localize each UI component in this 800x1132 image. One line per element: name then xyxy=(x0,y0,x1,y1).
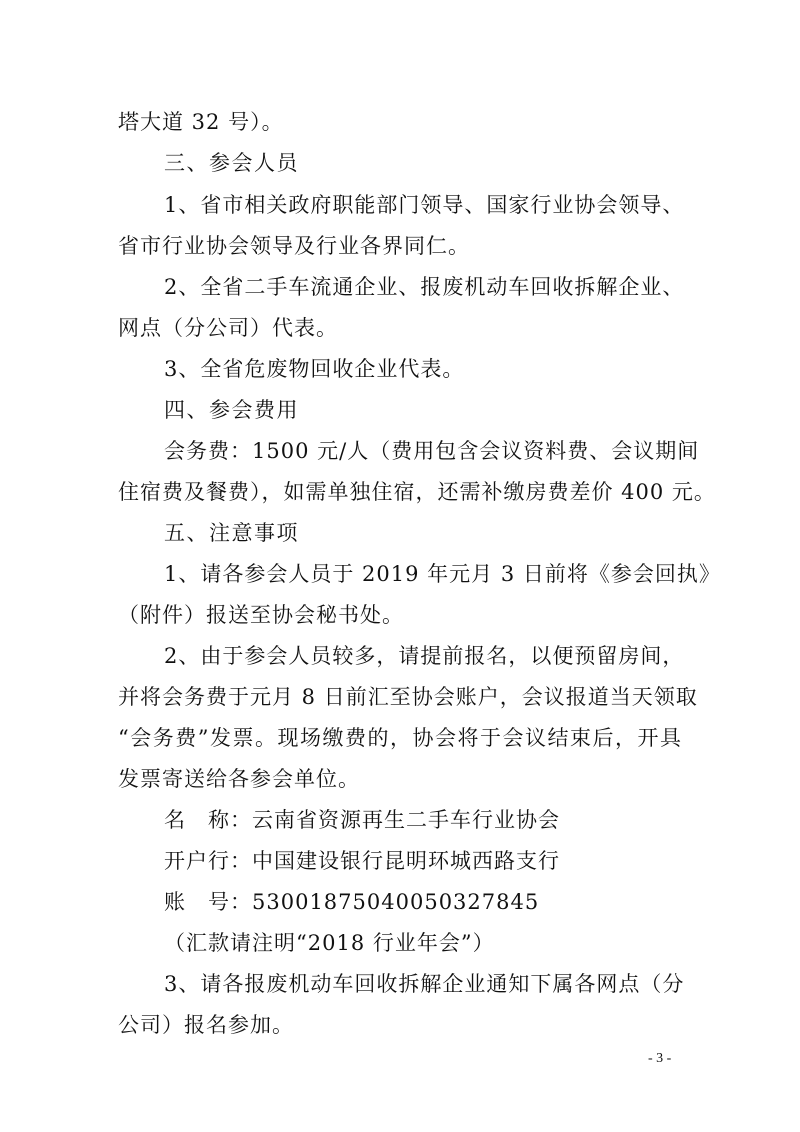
paragraph-line: 3、全省危废物回收企业代表。 xyxy=(164,357,465,381)
paragraph-line: 网点（分公司）代表。 xyxy=(118,316,338,340)
paragraph-line: 公司）报名参加。 xyxy=(118,1013,294,1037)
account-number-line: 账 号：53001875040050327845 xyxy=(164,890,540,914)
account-name-line: 名 称：云南省资源再生二手车行业协会 xyxy=(164,808,560,832)
page-number: - 3 - xyxy=(648,1051,672,1066)
section-heading-notes: 五、注意事项 xyxy=(164,521,299,545)
paragraph-line: 2、由于参会人员较多，请提前报名，以便预留房间， xyxy=(164,644,685,668)
remittance-note-line: （汇款请注明“2018 行业年会”） xyxy=(164,931,495,955)
paragraph-line: 1、省市相关政府职能部门领导、国家行业协会领导、 xyxy=(164,193,685,217)
paragraph-line: 发票寄送给各参会单位。 xyxy=(118,767,360,791)
section-heading-fees: 四、参会费用 xyxy=(164,398,299,422)
paragraph-line: 3、请各报废机动车回收拆解企业通知下属各网点（分 xyxy=(164,972,685,996)
paragraph-line: 并将会务费于元月 8 日前汇至协会账户，会议报道当天领取 xyxy=(118,685,698,709)
paragraph-line: 省市行业协会领导及行业各界同仁。 xyxy=(118,234,470,258)
section-heading-participants: 三、参会人员 xyxy=(164,151,299,175)
paragraph-line: （附件）报送至协会秘书处。 xyxy=(118,603,404,627)
paragraph-line: 1、请各参会人员于 2019 年元月 3 日前将《参会回执》 xyxy=(164,562,721,586)
paragraph-line: 塔大道 32 号）。 xyxy=(118,110,284,134)
paragraph-line: 住宿费及餐费），如需单独住宿，还需补缴房费差价 400 元。 xyxy=(118,480,716,504)
paragraph-line: 会务费：1500 元/人（费用包含会议资料费、会议期间 xyxy=(164,439,700,463)
paragraph-line: “会务费”发票。现场缴费的，协会将于会议结束后，开具 xyxy=(118,726,682,750)
paragraph-line: 2、全省二手车流通企业、报废机动车回收拆解企业、 xyxy=(164,275,685,299)
account-bank-line: 开户行：中国建设银行昆明环城西路支行 xyxy=(164,849,560,873)
